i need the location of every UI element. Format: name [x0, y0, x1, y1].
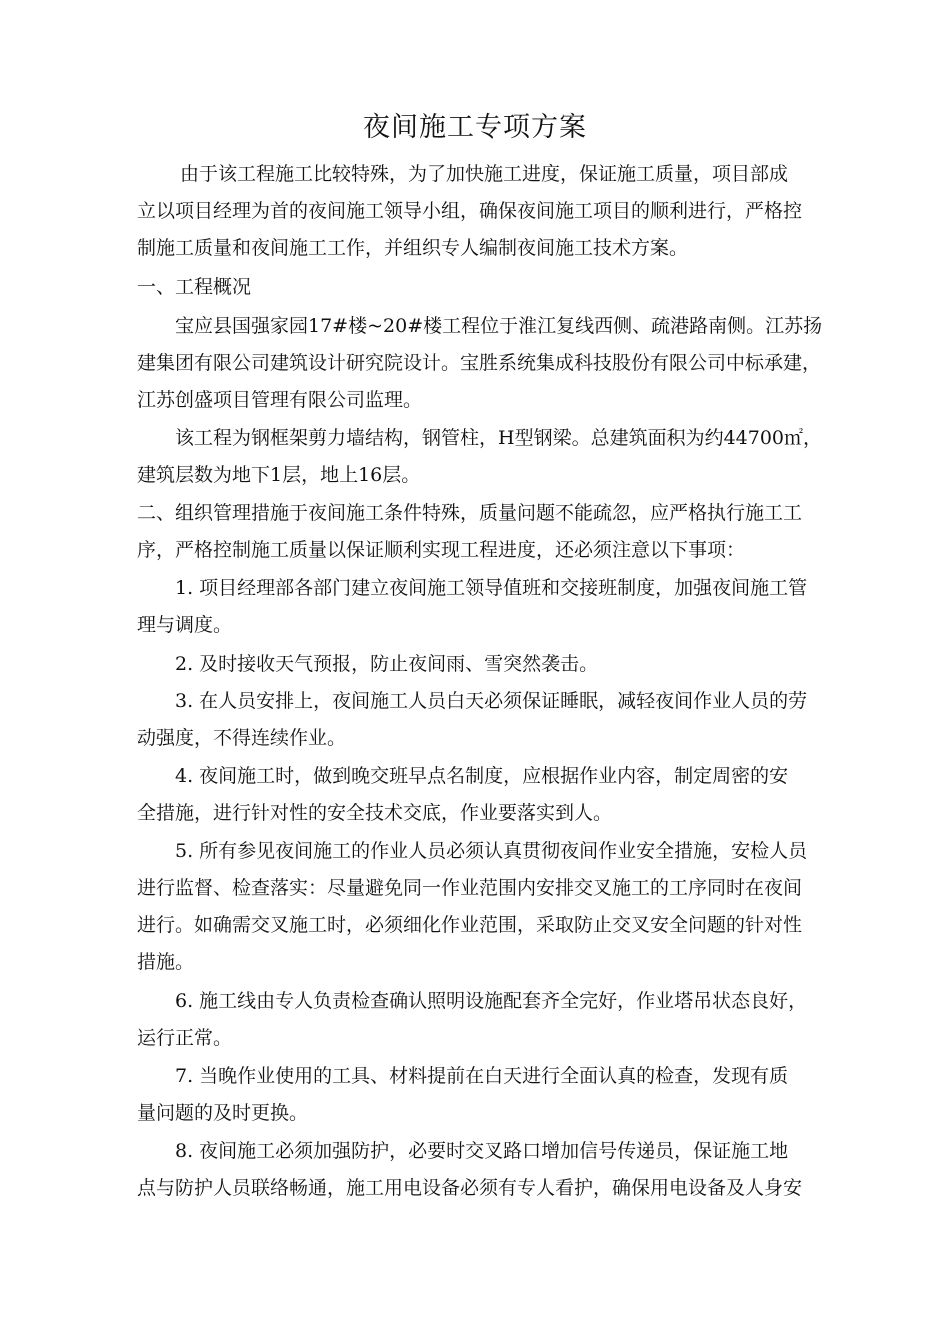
- list-item-line: 动强度，不得连续作业。: [137, 727, 347, 749]
- list-item-line: 8. 夜间施工必须加强防护，必要时交叉路口增加信号传递员，保证施工地: [175, 1140, 789, 1162]
- list-item-line: 4. 夜间施工时，做到晚交班早点名制度，应根据作业内容，制定周密的安: [175, 765, 789, 787]
- paragraph-line: 江苏创盛项目管理有限公司监理。: [137, 389, 423, 411]
- document-title: 夜间施工专项方案: [363, 112, 587, 143]
- list-item-line: 运行正常。: [137, 1027, 233, 1049]
- section-heading: 二、组织管理措施于夜间施工条件特殊，质量问题不能疏忽，应严格执行施工工: [137, 502, 803, 524]
- list-item-line: 量问题的及时更换。: [137, 1102, 309, 1124]
- section-heading: 一、工程概况: [137, 276, 252, 298]
- paragraph-line: 立以项目经理为首的夜间施工领导小组，确保夜间施工项目的顺利进行，严格控: [137, 200, 803, 222]
- list-item-line: 6. 施工线由专人负责检查确认照明设施配套齐全完好，作业塔吊状态良好，: [175, 990, 808, 1012]
- list-item-line: 进行监督、检查落实：尽量避免同一作业范围内安排交叉施工的工序同时在夜间: [137, 877, 803, 899]
- paragraph-line: 序，严格控制施工质量以保证顺利实现工程进度，还必须注意以下事项：: [137, 539, 746, 561]
- list-item-line: 进行。如确需交叉施工时，必须细化作业范围，采取防止交叉安全问题的针对性: [137, 914, 803, 936]
- list-item-line: 全措施，进行针对性的安全技术交底，作业要落实到人。: [137, 802, 613, 824]
- paragraph-line: 建筑层数为地下1层，地上16层。: [137, 464, 421, 486]
- list-item-line: 5. 所有参见夜间施工的作业人员必须认真贯彻夜间作业安全措施，安检人员: [175, 840, 808, 862]
- list-item-line: 2. 及时接收天气预报，防止夜间雨、雪突然袭击。: [175, 653, 599, 675]
- paragraph-line: 由于该工程施工比较特殊，为了加快施工进度，保证施工质量，项目部成: [180, 163, 789, 185]
- list-item-line: 理与调度。: [137, 614, 233, 636]
- paragraph-line: 宝应县国强家园17#楼~20#楼工程位于淮江复线西侧、疏港路南侧。江苏扬: [175, 315, 823, 337]
- paragraph-line: 制施工质量和夜间施工工作，并组织专人编制夜间施工技术方案。: [137, 237, 689, 259]
- list-item-line: 点与防护人员联络畅通，施工用电设备必须有专人看护，确保用电设备及人身安: [137, 1177, 803, 1199]
- paragraph-line: 建集团有限公司建筑设计研究院设计。宝胜系统集成科技股份有限公司中标承建，: [137, 352, 822, 374]
- paragraph-line: 该工程为钢框架剪力墙结构，钢管柱，H型钢梁。总建筑面积为约44700㎡，: [175, 427, 823, 449]
- list-item-line: 措施。: [137, 951, 195, 973]
- list-item-line: 7. 当晚作业使用的工具、材料提前在白天进行全面认真的检查，发现有质: [175, 1065, 789, 1087]
- list-item-line: 3. 在人员安排上，夜间施工人员白天必须保证睡眠，减轻夜间作业人员的劳: [175, 690, 808, 712]
- list-item-line: 1. 项目经理部各部门建立夜间施工领导值班和交接班制度，加强夜间施工管: [175, 577, 808, 599]
